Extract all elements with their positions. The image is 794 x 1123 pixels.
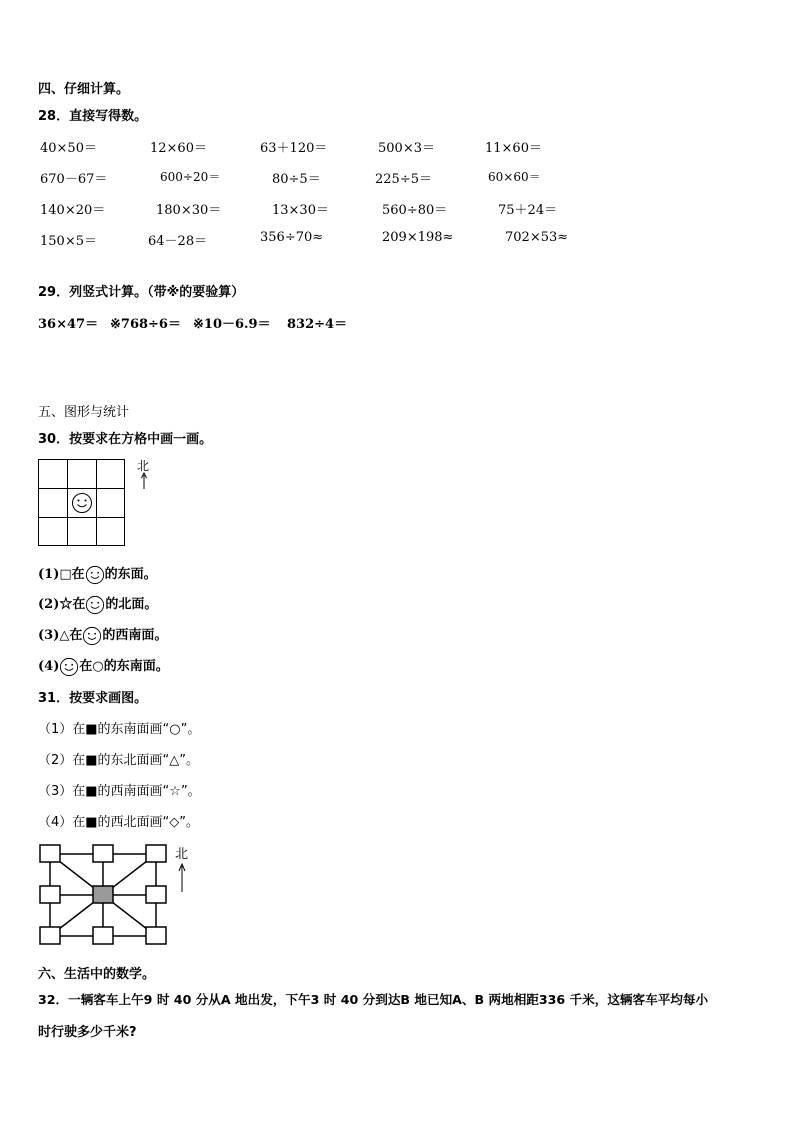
calc-item: 180×30＝ <box>156 203 222 218</box>
north-label: 北 <box>175 847 189 862</box>
question-30-item <box>38 624 167 646</box>
calc-item: 40×50＝ <box>40 141 97 156</box>
smiley-face-icon <box>71 492 93 514</box>
calc-item: 64－28＝ <box>148 234 208 249</box>
north-arrow-icon <box>140 472 148 490</box>
question-31-item: （3）在■的西南面画“☆”。 <box>38 784 201 799</box>
north-label: 北 <box>137 459 150 473</box>
question-31-item: （2）在■的东北面画“△”。 <box>38 753 200 768</box>
vertical-calc-item: 36×47＝ <box>38 317 99 332</box>
section-title: 四、仔细计算。 <box>38 82 130 97</box>
calc-item: 500×3＝ <box>378 141 435 156</box>
item-text: (3)△在 <box>38 628 83 643</box>
question-30-item <box>38 563 157 585</box>
calc-item: 670－67＝ <box>40 172 108 187</box>
item-text: 的东面。 <box>104 567 157 582</box>
section-title: 六、生活中的数学。 <box>38 967 156 982</box>
calc-item: 225÷5＝ <box>375 172 432 187</box>
question-31-title: 31．按要求画图。 <box>38 691 148 706</box>
calc-item: 356÷70≈ <box>260 230 324 245</box>
calc-item: 11×60＝ <box>485 141 542 156</box>
item-text: (1)□在 <box>38 567 85 582</box>
question-32-line: 时行驶多少千米? <box>38 1025 137 1040</box>
question-32-line: 32．一辆客车上午9 时 40 分从A 地出发，下午3 时 40 分到达B 地已知A、B 两地相距336 千米，这辆客车平均每小 <box>38 992 709 1007</box>
question-28-title: 28．直接写得数。 <box>38 109 148 124</box>
item-text: 的西南面。 <box>102 628 168 643</box>
item-text: 的北面。 <box>105 597 158 612</box>
question-31-item: （4）在■的西北面画“◇”。 <box>38 815 200 830</box>
vertical-calc-item: 832÷4＝ <box>287 317 348 332</box>
question-30-item <box>38 593 157 615</box>
question-30-item <box>38 655 169 677</box>
vertical-calc-item: ※768÷6＝ <box>110 317 181 332</box>
direction-diagram <box>38 840 198 950</box>
center-square <box>93 886 113 903</box>
calc-item: 600÷20＝ <box>160 170 221 184</box>
question-29-title: 29．列竖式计算。（带※的要验算） <box>38 285 245 300</box>
calc-item: 140×20＝ <box>40 203 106 218</box>
calc-item: 80÷5＝ <box>272 172 321 187</box>
smiley-face-icon <box>82 626 102 646</box>
item-text: 在○的东南面。 <box>79 659 169 674</box>
smiley-face-icon <box>85 595 105 615</box>
item-text: (2)☆在 <box>38 597 86 612</box>
calc-item: 12×60＝ <box>150 141 207 156</box>
question-31-item: （1）在■的东南面画“○”。 <box>38 722 201 737</box>
vertical-calc-item: ※10－6.9＝ <box>193 317 271 332</box>
calc-item: 209×198≈ <box>382 230 454 245</box>
calc-item: 13×30＝ <box>272 203 329 218</box>
section-title: 五、图形与统计 <box>38 405 130 420</box>
three-by-three-grid <box>38 459 125 546</box>
smiley-face-icon <box>59 657 79 677</box>
calc-item: 75＋24＝ <box>498 203 558 218</box>
question-30-title: 30．按要求在方格中画一画。 <box>38 432 213 447</box>
calc-item: 63＋120＝ <box>260 141 328 156</box>
smiley-face-icon <box>85 565 105 585</box>
calc-item: 150×5＝ <box>40 234 97 249</box>
calc-item: 560÷80＝ <box>382 203 448 218</box>
item-text: (4) <box>38 659 60 674</box>
calc-item: 702×53≈ <box>505 230 569 245</box>
calc-item: 60×60＝ <box>488 170 541 184</box>
